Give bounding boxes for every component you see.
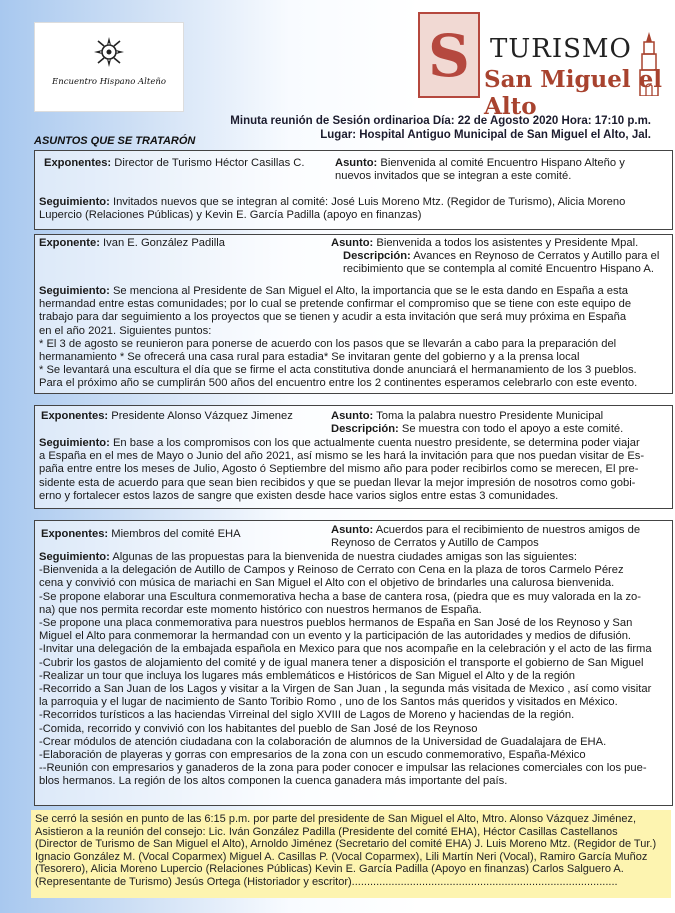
closing-line: Ignacio González M. (Vocal Coparmex) Miguel A. Casillas P. (Vocal Coparmex), Lili Martín Neri (Vocal), Ramiro García Muñoz: [35, 850, 648, 863]
agenda-block-3: [34, 405, 673, 509]
closing-note: [31, 810, 671, 898]
exponent-line: Exponentes: Director de Turismo Héctor Casillas C.: [44, 157, 305, 169]
ornament-icon: [92, 35, 126, 69]
descripcion-line: Descripción: Se muestra con todo el apoyo a este comité.: [331, 423, 624, 435]
church-tower-icon: [638, 32, 660, 96]
meeting-place-line: Lugar: Hospital Antiguo Municipal de San Miguel el Alto, Jal.: [320, 129, 651, 141]
seguimiento-text: Seguimiento: Invitados nuevos que se integran al comité: José Luis Moreno Mtz. (Regidor de Turismo), Alicia Moreno Lupercio (Relaciones Públicas) y Kevin E. García Padilla (apoyo en finanzas): [39, 196, 626, 222]
asunto-line: Asunto: Toma la palabra nuestro Presidente Municipal: [331, 410, 604, 422]
closing-line: (Representante de Turismo) Jesús Ortega (Historiador y escritor).......................................................................................: [35, 875, 618, 888]
seguimiento-text: Seguimiento: Algunas de las propuestas para la bienvenida de nuestra ciudades amigas son las siguientes: -Bienvenida a la delegación de Autillo de Campos y Reinoso de Cerrato con Cena en la plaza de toros Carmelo Pérez cena y convivió con música de mariachi en San Miguel el Alto con el objetivo de brindarles una calurosa bienvenida. -Se propone elaborar una Escultura conmemorativa hecha a base de cantera rosa, (piedra que es muy valorada en la zo- na) que nos permita recordar este momento histórico con nuestros hermanos de España. -Se propone una placa conmemorativa para nuestros pueblos hermanos de España en San José de los Reynoso y San Miguel el Alto para conmemorar la hermandad con un evento y la participación de las autoridades y medios de difusión. -Invitar una delegación de la embajada española en Mexico para que nos acompañe en la celebración y el acto de las firma -Cubrir los gastos de alojamiento del comité y de igual manera tener a disposición el transporte el gobierno de San Miguel -Realizar un tour que incluya los lugares más emblemáticos e Históricos de San Miguel el Alto y de la región -Recorrido a San Juan de los Lagos y visitar a la Virgen de San Juan , la segunda más visitada de Mexico , así como visitar la parroquia y el lugar de nacimiento de Santo Toribio Romo , uno de los Santos más queridos y visitados en México. -Recorridos turísticos a las haciendas Virreinal del siglo XVIII de Lagos de Moreno y haciendas de la región. -Comida, recorrido y convivió con los habitantes del pueblo de San José de los Reynoso -Crear módulos de atención ciudadana con la colaboración de alumnos de la Universidad de Guadalajara de EHA. -Elaboración de playeras y gorras con empresarios de la zona con un escudo conmemorativo, España-México --Reunión con empresarios y ganaderos de la zona para poder conocer e impulsar las relaciones comerciales con los pue- blos hermanos. La región de los altos componen la cuenca ganadera más importante del país.: [39, 551, 652, 788]
section-title: ASUNTOS QUE SE TRATARÓN: [34, 135, 196, 147]
logo-city-word: San Miguel el Alto: [484, 66, 662, 120]
closing-line: (Tesorero), Alicia Moreno Lupercio (Relaciones Públicas) Kevin E. García Padilla (Apoyo en finanzas) Carlos Salguero A.: [35, 863, 624, 876]
meeting-header: [230, 114, 651, 142]
closing-line: Asistieron a la reunión del consejo: Lic. Iván González Padilla (Presidente del comité EHA), Héctor Casillas Castellanos: [35, 825, 618, 838]
logo-caption: Encuentro Hispano Alteño: [52, 77, 166, 87]
descripcion-line: Descripción: Avances en Reynoso de Cerratos y Autillo para el: [343, 250, 660, 262]
agenda-block-4: [34, 520, 673, 806]
asunto-line: Asunto: Bienvenida al comité Encuentro Hispano Alteño y: [335, 157, 625, 169]
exponent-line: Exponentes: Miembros del comité EHA: [41, 528, 241, 540]
agenda-block-2: [34, 234, 673, 394]
turismo-logo: [418, 12, 663, 120]
meeting-date-line: Minuta reunión de Sesión ordinarioa Día: 22 de Agosto 2020 Hora: 17:10 p.m.: [230, 115, 651, 127]
seguimiento-text: Seguimiento: En base a los compromisos con los que actualmente cuenta nuestro presidente, se determina poder viajar a España en el mes de Mayo o Junio del año 2021, así mismo se les hará la invitación para que nos puedan visitar de Es- paña entre entre los meses de Julio, Agosto ó Septiembre del mismo año para poder recibirlos como se merecen, El pre- sidente esta de acuerdo para que sean bien recibidos y que se puedan llevar la mejor impresión de nosotros como gobi- erno y fortalecer estos lazos de sangre que existen desde hace varios siglos entre estas 3 comunidades.: [39, 437, 645, 502]
asunto-line-2: Reynoso de Cerratos y Autillo de Campos: [331, 537, 539, 549]
closing-line: Se cerró la sesión en punto de las 6:15 p.m. por parte del presidente de San Miguel el Alto, Mtro. Alonso Vázquez Jiménez,: [35, 813, 637, 825]
agenda-block-1: [34, 150, 673, 230]
exponent-line: Exponentes: Presidente Alonso Vázquez Jimenez: [41, 410, 293, 422]
asunto-line: Asunto: Acuerdos para el recibimiento de nuestros amigos de: [331, 524, 641, 536]
exponent-line: Exponente: Ivan E. González Padilla: [39, 237, 225, 249]
descripcion-line-2: recibimiento que se contempla al comité Encuentro Hispano A.: [343, 263, 654, 275]
asunto-line: Asunto: Bienvenida a todos los asistentes y Presidente Mpal.: [331, 237, 639, 249]
closing-line: (Director de Turismo de San Miguel el Alto), Arnoldo Jiménez (Secretario del comité EHA) J. Luis Moreno Mtz. (Regidor de Tur.): [35, 838, 657, 851]
logo-s-letter: S: [418, 12, 480, 98]
seguimiento-text: Seguimiento: Se menciona al Presidente de San Miguel el Alto, la importancia que se le esta dando en España a esta hermandad entre estas comunidades; por lo cual se pretende confirmar el compromiso que se tiene con este equipo de trabajo para dar seguimiento a los proyectos que se tienen y acudir a esta invitación que será muy próxima en España en el año 2021. Siguientes puntos: * El 3 de agosto se reunieron para ponerse de acuerdo con los pasos que se llevarán a cabo para la preparación del hermanamiento * Se ofrecerá una casa rural para estadia* Se invitaran gente del gobierno y a la prensa local * Se levantará una escultura el día que se firme el acta constitutiva donde anunciará el hermanamiento de los 3 pueblos. Para el próximo año se cumplirán 500 años del encuentro entre los 2 continentes esperamos celebrarlo con este evento.: [39, 285, 638, 390]
asunto-line-2: nuevos invitados que se integran a este comité.: [335, 170, 572, 182]
encuentro-logo: [34, 22, 184, 112]
logo-turismo-word: TURISMO: [490, 34, 632, 64]
